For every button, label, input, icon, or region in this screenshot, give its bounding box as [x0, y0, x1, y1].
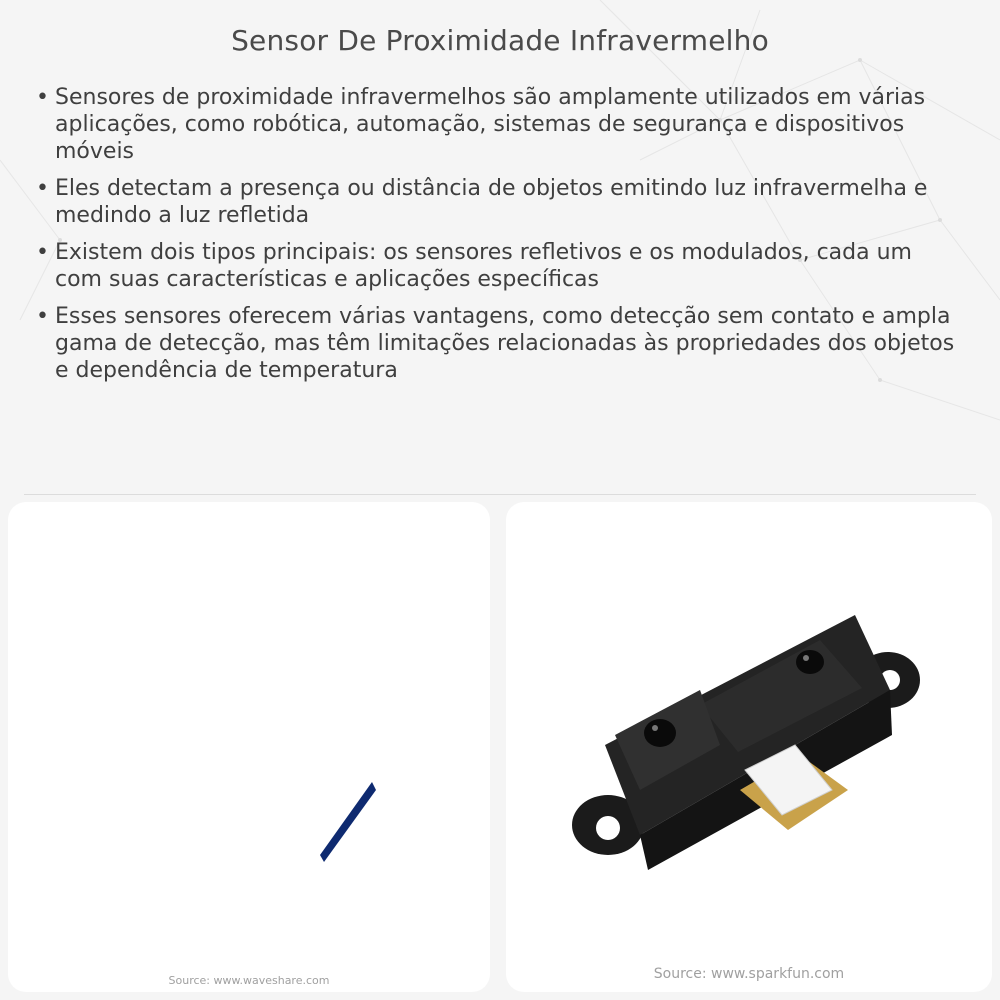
bullet-item — [36, 303, 956, 384]
bullet-text: Esses sensores oferecem várias vantagens, como detecção sem contato e ampla gama de detecção, mas têm limitações relacionadas às propriedades dos objetos e dependência de temperatura — [55, 304, 955, 383]
page-title: Sensor De Proximidade Infravermelho — [231, 24, 769, 57]
sharp-distance-sensor-image — [506, 502, 992, 992]
image-card-sparkfun — [506, 502, 992, 992]
bullet-text: Sensores de proximidade infravermelhos são amplamente utilizados em várias aplicações, como robótica, automação, sistemas de segurança e dispositivos móveis — [55, 85, 926, 164]
bullet-list — [36, 84, 956, 394]
bullet-item — [36, 239, 956, 293]
image-source-caption: Source: www.waveshare.com — [168, 974, 330, 987]
bullet-dot: • — [36, 176, 49, 201]
bullet-text: Eles detectam a presença ou distância de objetos emitindo luz infravermelha e medindo a luz refletida — [55, 176, 928, 228]
bullet-dot: • — [36, 85, 49, 110]
image-card-waveshare — [8, 502, 490, 992]
bullet-item — [36, 175, 956, 229]
bullet-item — [36, 84, 956, 165]
ir-sensor-module-image — [8, 502, 490, 992]
bullet-text: Existem dois tipos principais: os sensores refletivos e os modulados, cada um com suas características e aplicações específicas — [55, 240, 912, 292]
bullet-dot: • — [36, 304, 49, 329]
image-source-caption: Source: www.sparkfun.com — [653, 966, 845, 982]
bullet-dot: • — [36, 240, 49, 265]
section-divider — [24, 494, 976, 495]
